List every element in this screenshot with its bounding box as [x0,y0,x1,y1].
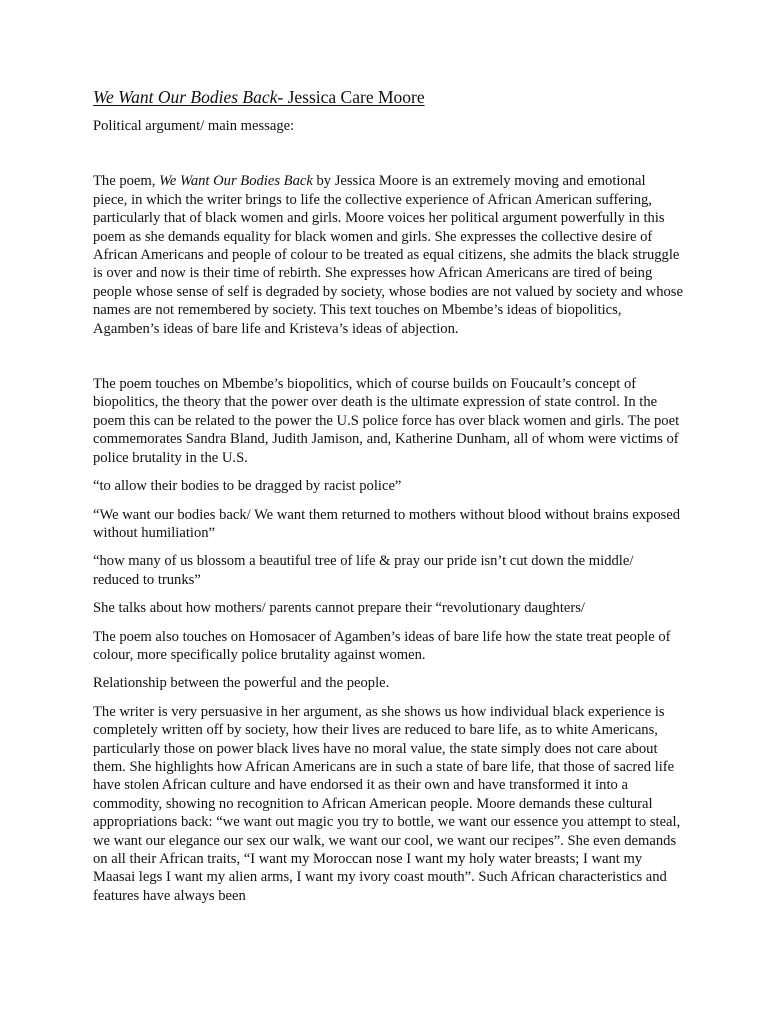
paragraph-persuasive: The writer is very persuasive in her argument, as she shows us how individual black experience is completely written off by society, how their lives are reduced to bare life, as to white Americans, particularly those on power black lives have no moral value, the state simply does not care about them. She highlights how African Americans are in such a state of bare life, that those of sacred life have stolen African culture and have endorsed it as their own and have transformed it into a commodity, showing no recognition to African American people. Moore demands these cultural appropriations back: “we want out magic you try to bottle, we want our essence you attempt to steal, we want our elegance our sex our walk, we want our cool, we want our recipes”. She even demands on all their African traits, “I want my Moroccan nose I want my holy water breasts; I want my Maasai legs I want my alien arms, I want my ivory coast mouth”. Such African characteristics and features have always been [93,703,681,904]
paragraph-biopolitics: The poem touches on Mbembe’s biopolitics, which of course builds on Foucault’s concept of biopolitics, the theory that the power over death is the ultimate expression of state control. In the poem this can be related to the power the U.S police force has over black women and girls. The poet commemorates Sandra Bland, Judith Jamison, and, Katherine Dunham, all of whom were victims of police brutality in the U.S. [93,376,680,466]
quote-racist-police: “to allow their bodies to be dragged by racist police” [93,478,402,495]
heading-relationship: Relationship between the powerful and the people. [93,675,390,692]
quote-tree-of-life: “how many of us blossom a beautiful tree of life & pray our pride isn’t cut down the middle/ reduced to trunks” [93,553,634,588]
paragraph-homosacer: The poem also touches on Homosacer of Agamben’s ideas of bare life how the state treat people of colour, more specifically police brutality against women. [93,628,671,663]
document-title [93,86,683,108]
title-author: - Jessica Care Moore [277,87,425,107]
paragraph-intro-body: by Jessica Moore is an extremely moving and emotional piece, in which the writer brings to life the collective experience of African American suffering, particularly that of black women and girls. Moore voices her political argument powerfully in this poem as she demands equality for black women and girls. She expresses the collective desire of African Americans and people of colour to be treated as equal citizens, she admits the black struggle is over and now is their time of rebirth. She expresses how African Americans are tired of being people whose sense of self is degraded by society, whose bodies are not valued by society and whose names are not remembered by society. This text touches on Mbembe’s ideas of biopolitics, Agamben’s ideas of bare life and Kristeva’s ideas of abjection. [93,173,683,337]
heading-political-argument: Political argument/ main message: [93,118,295,134]
title-italic: We Want Our Bodies Back [93,87,278,107]
paragraph-intro-title: We Want Our Bodies Back [159,173,313,190]
document-page [93,86,683,905]
quote-bodies-back: “We want our bodies back/ We want them returned to mothers without blood without brains exposed without humiliation” [93,506,681,541]
paragraph-intro-start: The poem, [93,173,160,190]
paragraph-mothers: She talks about how mothers/ parents cannot prepare their “revolutionary daughters/ [93,600,585,617]
paragraph-intro [93,172,683,338]
